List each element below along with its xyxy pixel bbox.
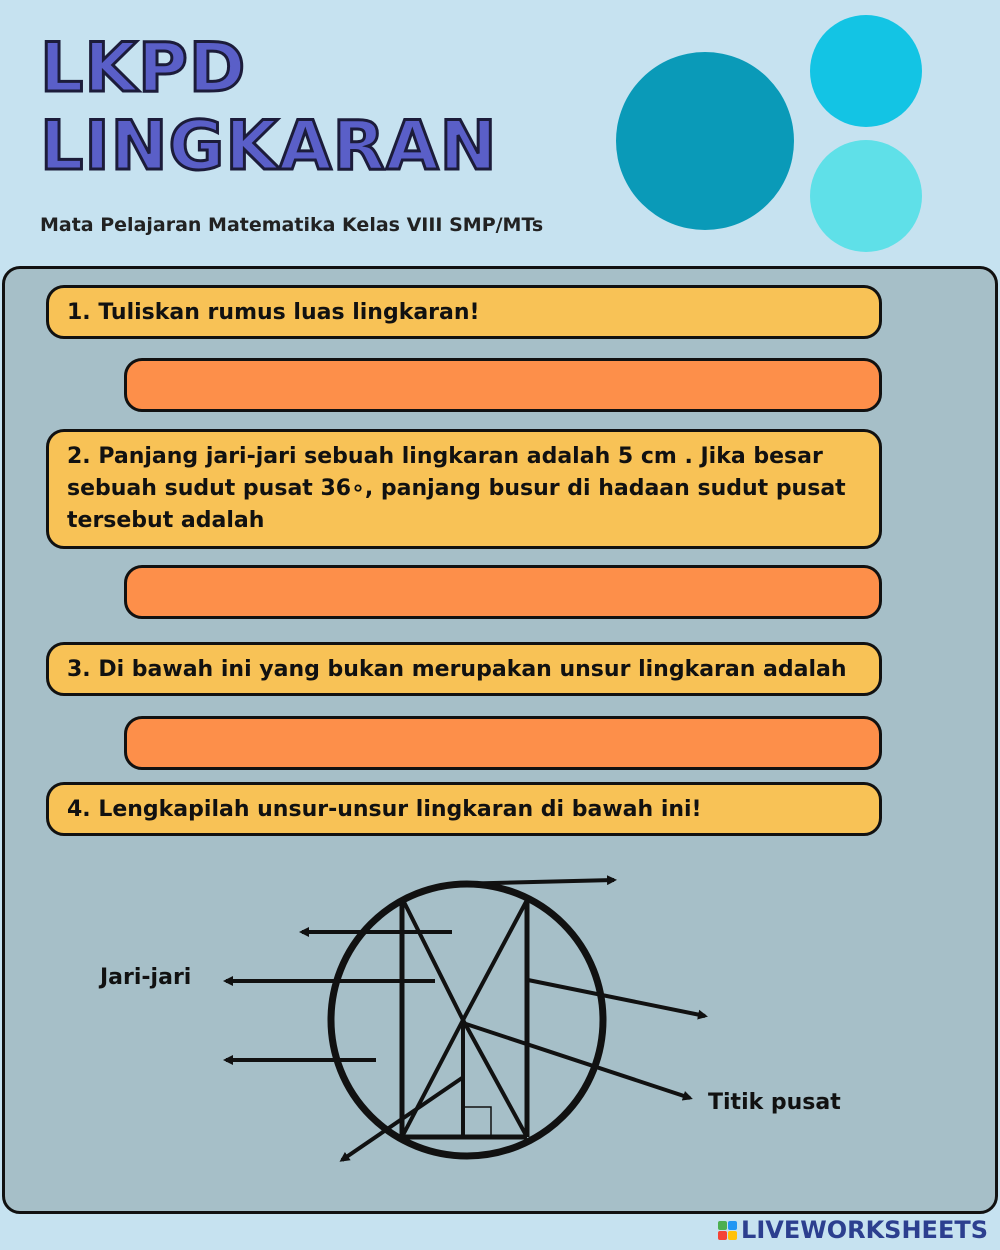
answer-field-3[interactable] [124,716,882,770]
liveworksheets-icon [718,1221,737,1240]
question-3: 3. Di bawah ini yang bukan merupakan unsur lingkaran adalah [46,642,882,696]
decorative-circle-large [616,52,794,230]
question-1: 1. Tuliskan rumus luas lingkaran! [46,285,882,339]
answer-field-1[interactable] [124,358,882,412]
question-4: 4. Lengkapilah unsur-unsur lingkaran di bawah ini! [46,782,882,836]
subtitle: Mata Pelajaran Matematika Kelas VIII SMP/MTs [40,214,544,236]
label-jari-jari: Jari-jari [100,965,192,990]
title-line-2: LINGKARAN [40,107,498,186]
decorative-circle-bottom [810,140,922,252]
brand-name: LIVEWORKSHEETS [741,1216,988,1244]
answer-field-2[interactable] [124,565,882,619]
label-titik-pusat: Titik pusat [708,1090,841,1115]
question-2: 2. Panjang jari-jari sebuah lingkaran adalah 5 cm . Jika besar sebuah sudut pusat 36∘, panjang busur di hadaan sudut pusat tersebut adalah [46,429,882,549]
page-title [40,30,498,186]
brand-footer [718,1216,988,1244]
decorative-circle-top [810,15,922,127]
title-line-1: LKPD [40,29,247,108]
